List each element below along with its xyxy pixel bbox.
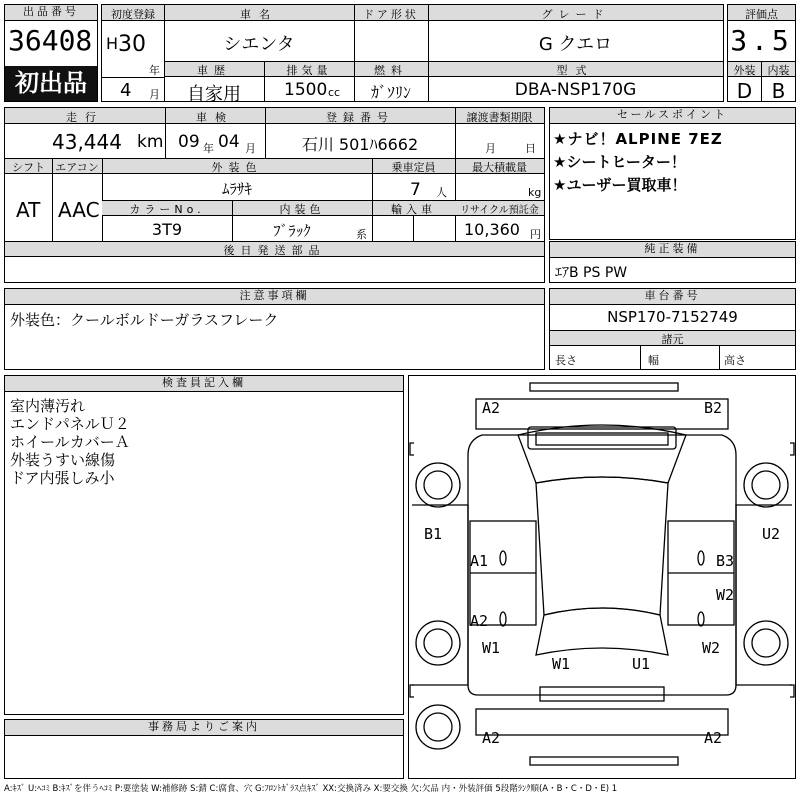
recycle-label: リサイクル預託金 <box>460 205 539 216</box>
notes-value: 外装色：クールボルドーガラスフレーク <box>10 311 279 329</box>
load-unit: kg <box>528 186 542 199</box>
inspector-line-5: ドア内張しみ小 <box>10 469 115 487</box>
score-label: 評価点 <box>745 8 778 21</box>
vehicle-name: シエンタ <box>223 34 295 55</box>
mark-rear-bumper-left: A2 <box>482 729 501 747</box>
interior-color-unit: 系 <box>356 228 367 241</box>
score-value: 3.5 <box>730 24 793 57</box>
office-label: 事務局よりご案内 <box>5 720 403 736</box>
width-label: 幅 <box>648 354 659 367</box>
equipment-value: ｴｱB PS PW <box>555 265 628 281</box>
ext-color: ﾑﾗｻｷ <box>221 180 252 198</box>
inspector-line-2: エンドパネルＵ２ <box>10 415 130 433</box>
mark-front-right: B2 <box>704 399 723 417</box>
history-label: 車歴 <box>197 64 231 77</box>
grade-label: グレード <box>541 8 610 21</box>
year-unit: 年 <box>149 64 160 77</box>
reg-year: 30 <box>118 32 146 57</box>
mark-right-side: U2 <box>762 525 781 543</box>
fuel-label: 燃料 <box>374 64 408 77</box>
era: H <box>106 34 119 53</box>
insp-month-unit: 月 <box>245 142 256 155</box>
notes-label: 注意事項欄 <box>5 289 544 305</box>
model-label: 型式 <box>556 64 595 77</box>
mark-right-rear-wheel: W2 <box>702 639 721 657</box>
capacity-unit: 人 <box>436 186 447 199</box>
mark-rear-right: U1 <box>632 655 651 673</box>
chassis-number: NSP170-7152749 <box>607 308 738 326</box>
int-label: 内装 <box>767 64 790 77</box>
doc-day-unit: 日 <box>525 142 536 155</box>
sales-point-label: セールスポイント <box>550 108 795 124</box>
displacement-unit: cc <box>328 86 341 99</box>
shift-label: シフト <box>12 161 45 174</box>
mileage-unit: km <box>137 132 164 152</box>
color-no-label: カラーNo. <box>129 203 205 216</box>
insp-year-unit: 年 <box>203 142 214 155</box>
mark-left-side: B1 <box>424 525 443 543</box>
mark-left-front-door: A1 <box>470 552 489 570</box>
sales-line-3: ★ユーザー買取車！ <box>553 176 687 194</box>
car-damage-diagram <box>408 375 796 779</box>
insp-year: 09 <box>178 132 200 152</box>
ext-color-label: 外装色 <box>211 161 263 174</box>
reg-month: 4 <box>120 80 132 101</box>
import-label: 輸入車 <box>391 203 436 216</box>
name-label: 車名 <box>240 8 278 21</box>
mark-rear-left: W1 <box>552 655 571 673</box>
legend-text: A:ｷｽﾞ U:ﾍｺﾐ B:ｷｽﾞを伴うﾍｺﾐ P:要塗装 W:補修跡 S:錆 C:腐食、穴 G:ﾌﾛﾝﾄｶﾞﾗｽ点ｷｽﾞ XX:交換済み X:要交換 欠:欠品 内・外装評価 5段階ﾗﾝｸ順(A・B・C・D・E) 1 <box>4 784 618 794</box>
mark-front-left: A2 <box>482 399 501 417</box>
doc-month-unit: 月 <box>485 142 496 155</box>
later-parts-label: 後日発送部品 <box>223 244 326 257</box>
capacity: 7 <box>410 180 421 200</box>
lot-label: 出品番号 <box>5 5 97 21</box>
model-code: DBA-NSP170G <box>514 80 637 100</box>
ext-label: 外装 <box>733 64 756 77</box>
ac-value: AAC <box>58 198 100 222</box>
fuel: ｶﾞｿﾘﾝ <box>370 83 411 102</box>
length-label: 長さ <box>555 354 577 367</box>
first-reg-label: 初度登録 <box>111 8 155 21</box>
ext-rating: D <box>736 79 753 103</box>
inspector-label: 検査員記入欄 <box>5 376 403 392</box>
mileage-label: 走行 <box>66 111 104 124</box>
displacement: 1500 <box>284 80 328 100</box>
sales-line-1: ★ナビ！ALPINE 7EZ <box>553 130 723 148</box>
spec-label: 諸元 <box>661 333 684 346</box>
recycle-fee: 10,360 <box>464 220 520 239</box>
plate-number: 石川 501ﾊ6662 <box>301 135 419 154</box>
mark-right-front-door: B3 <box>716 552 735 570</box>
plate-label: 登録番号 <box>326 111 394 124</box>
doc-deadline-label: 譲渡書類期限 <box>466 111 533 124</box>
interior-color: ﾌﾞﾗｯｸ <box>273 222 311 240</box>
month-unit: 月 <box>149 88 160 101</box>
mark-rear-bumper-right: A2 <box>704 729 723 747</box>
mark-left-rear-wheel: W1 <box>482 639 501 657</box>
equipment-label: 純正装備 <box>550 242 795 258</box>
grade: G クエロ <box>538 34 613 55</box>
height-label: 高さ <box>724 354 746 367</box>
recycle-unit: 円 <box>530 228 541 241</box>
mark-left-rear-door: A2 <box>470 612 489 630</box>
chassis-label: 車台番号 <box>550 289 795 305</box>
lot-number: 36408 <box>8 24 93 57</box>
inspector-line-3: ホイールカバーＡ <box>10 433 130 451</box>
inspection-label: 車検 <box>196 111 234 124</box>
inspector-line-4: 外装うすい線傷 <box>10 451 116 469</box>
capacity-label: 乗車定員 <box>391 161 436 174</box>
max-load-label: 最大積載量 <box>472 161 527 174</box>
inspector-line-1: 室内薄汚れ <box>10 397 86 415</box>
interior-color-label: 内装色 <box>279 203 325 216</box>
first-listing-badge: 初出品 <box>5 66 97 101</box>
int-rating: B <box>771 79 786 103</box>
insp-month: 04 <box>218 132 240 152</box>
color-number: 3T9 <box>151 220 183 239</box>
mileage: 43,444 <box>52 130 122 154</box>
ac-label: エアコン <box>55 161 99 174</box>
shift-value: AT <box>16 198 41 222</box>
sales-line-2: ★シートヒーター！ <box>553 153 686 171</box>
history: 自家用 <box>187 84 241 105</box>
mark-right-rear-door: W2 <box>716 586 735 604</box>
door-label: ドア形状 <box>363 8 419 21</box>
displacement-label: 排気量 <box>286 64 332 77</box>
